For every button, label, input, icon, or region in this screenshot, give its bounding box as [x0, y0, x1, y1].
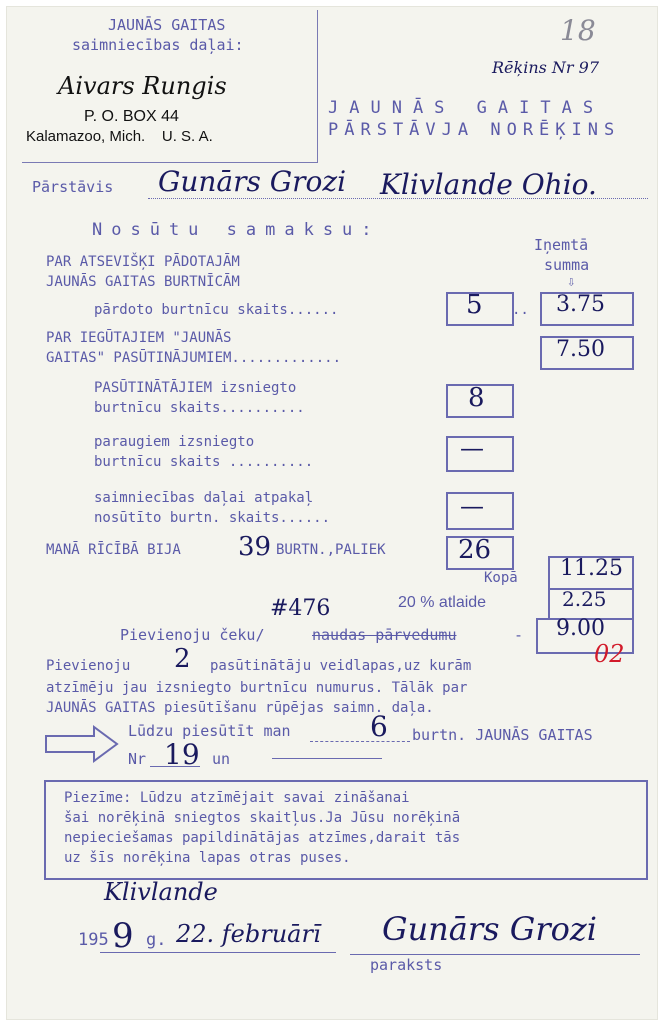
- subscriptions-heading-2: GAITAS" PASŪTINĀJUMIEM.............: [46, 350, 342, 366]
- date-written: 22. februārī: [176, 920, 321, 948]
- attach-dash: -: [514, 626, 524, 644]
- form-title-1: JAUNĀS GAITAS: [328, 98, 605, 118]
- addressee-line-2: saimniecības daļai:: [72, 36, 244, 54]
- issue-nr-underline: [150, 766, 200, 767]
- form-title-2: PĀRSTĀVJA NORĒĶINS: [328, 120, 621, 140]
- forms-label-a: Pievienoju: [46, 658, 131, 674]
- request-count-underline: [310, 741, 410, 742]
- column-header-2: summa: [544, 256, 590, 274]
- total-label: Kopā: [484, 570, 518, 586]
- returned-label-2: nosūtīto burtn. skaits......: [94, 510, 331, 526]
- column-header-1: Iņemtā: [534, 236, 589, 254]
- note-line-3: nepieciešamas papildinātājas atzīmes,darait tās: [64, 830, 461, 846]
- arrow-right-icon: [44, 724, 120, 764]
- total-sum-value: 11.25: [560, 556, 623, 581]
- subscriptions-heading-1: PAR IEGŪTAJIEM "JAUNĀS: [46, 330, 232, 346]
- attach-struck: naudas pārvedumu: [312, 626, 457, 644]
- place-written: Klivlande: [104, 878, 218, 906]
- year-g-label: g.: [146, 930, 167, 950]
- request-count: 6: [370, 710, 388, 743]
- single-copies-heading-2: JAUNĀS GAITAS BURTNĪCĀM: [46, 274, 240, 290]
- subscriptions-sum-value: 7.50: [556, 337, 605, 362]
- issue-nr-label: Nr: [128, 750, 147, 768]
- issued-label-2: burtnīcu skaits..........: [94, 400, 305, 416]
- note-line-1: Piezīme: Lūdzu atzīmējait savai zināšanai: [64, 790, 410, 806]
- discount-label: 20 % atlaide: [398, 594, 487, 611]
- remaining-label: BURTN.,PALIEK: [276, 542, 386, 558]
- note-line-4: uz šīs norēķina lapas otras puses.: [64, 850, 351, 866]
- forms-line-3: JAUNĀS GAITAS piesūtīšanu rūpējas saimn. daļa.: [46, 700, 434, 716]
- signature-label: paraksts: [370, 956, 443, 974]
- note-line-2: šai norēķinā sniegtos skaitļus.Ja Jūsu norēķinā: [64, 810, 461, 826]
- rep-underline: [148, 198, 648, 199]
- returned-count-value: —: [460, 492, 484, 520]
- returned-label-1: saimniecības daļai atpakaļ: [94, 490, 314, 506]
- samples-label-2: burtnīcu skaits ..........: [94, 454, 314, 470]
- invoice-number: Rēķins Nr 97: [492, 58, 600, 77]
- issue-nr-value: 19: [164, 738, 200, 771]
- check-number: #476: [270, 596, 331, 621]
- discount-sum-value: 2.25: [562, 587, 607, 611]
- had-count: 39: [238, 532, 272, 562]
- sold-count-value: 5: [466, 290, 483, 320]
- address-name: Aivars Rungis: [58, 72, 227, 100]
- attach-label: Pievienoju čeku/: [120, 626, 265, 644]
- sold-dots: ..: [512, 302, 529, 318]
- remaining-count-value: 26: [458, 535, 492, 565]
- issue-un-label: un: [212, 750, 231, 768]
- had-label: MANĀ RĪCĪBĀ BIJA: [46, 542, 181, 558]
- samples-label-1: paraugiem izsniegto: [94, 434, 255, 450]
- single-copies-heading-1: PAR ATSEVIŠĶI PĀDOTAJĀM: [46, 254, 240, 270]
- forms-label-b: pasūtinātāju veidlapas,uz kurām: [210, 658, 472, 674]
- issued-label-1: PASŪTINĀTĀJIEM izsniegto: [94, 380, 297, 396]
- sold-sum-value: 3.75: [556, 292, 605, 317]
- year-digit: 9: [112, 916, 134, 956]
- addressee-line-1: JAUNĀS GAITAS: [108, 16, 226, 34]
- section-title: Nosūtu samaksu:: [92, 220, 381, 240]
- rep-label: Pārstāvis: [32, 178, 114, 196]
- forms-count: 2: [174, 644, 191, 674]
- address-pobox: P. O. BOX 44: [84, 108, 179, 125]
- rep-city: Klivlande Ohio.: [380, 168, 597, 201]
- down-arrow-icon: ⇩: [567, 274, 576, 290]
- issued-count-value: 8: [468, 383, 485, 413]
- address-city: Kalamazoo, Mich. U. S. A.: [26, 128, 213, 145]
- issue-extra-underline: [272, 758, 382, 759]
- sold-count-label: pārdoto burtnīcu skaits......: [94, 302, 339, 318]
- attach-sum-value: 9.00: [556, 616, 605, 641]
- samples-count-value: —: [460, 434, 484, 462]
- request-label-a: Lūdzu piesūtīt man: [128, 722, 291, 740]
- page-number: 18: [560, 14, 596, 47]
- year-prefix: 195: [78, 930, 109, 950]
- forms-line-2: atzīmēju jau izsniegto burtnīcu numurus. Tālāk par: [46, 680, 468, 696]
- rep-name: Gunārs Grozi: [158, 165, 347, 198]
- signature: Gunārs Grozi: [382, 910, 597, 948]
- date-underline: [100, 952, 336, 953]
- request-label-b: burtn. JAUNĀS GAITAS: [412, 726, 593, 744]
- signature-underline: [350, 954, 640, 955]
- red-correction: 02: [594, 640, 625, 668]
